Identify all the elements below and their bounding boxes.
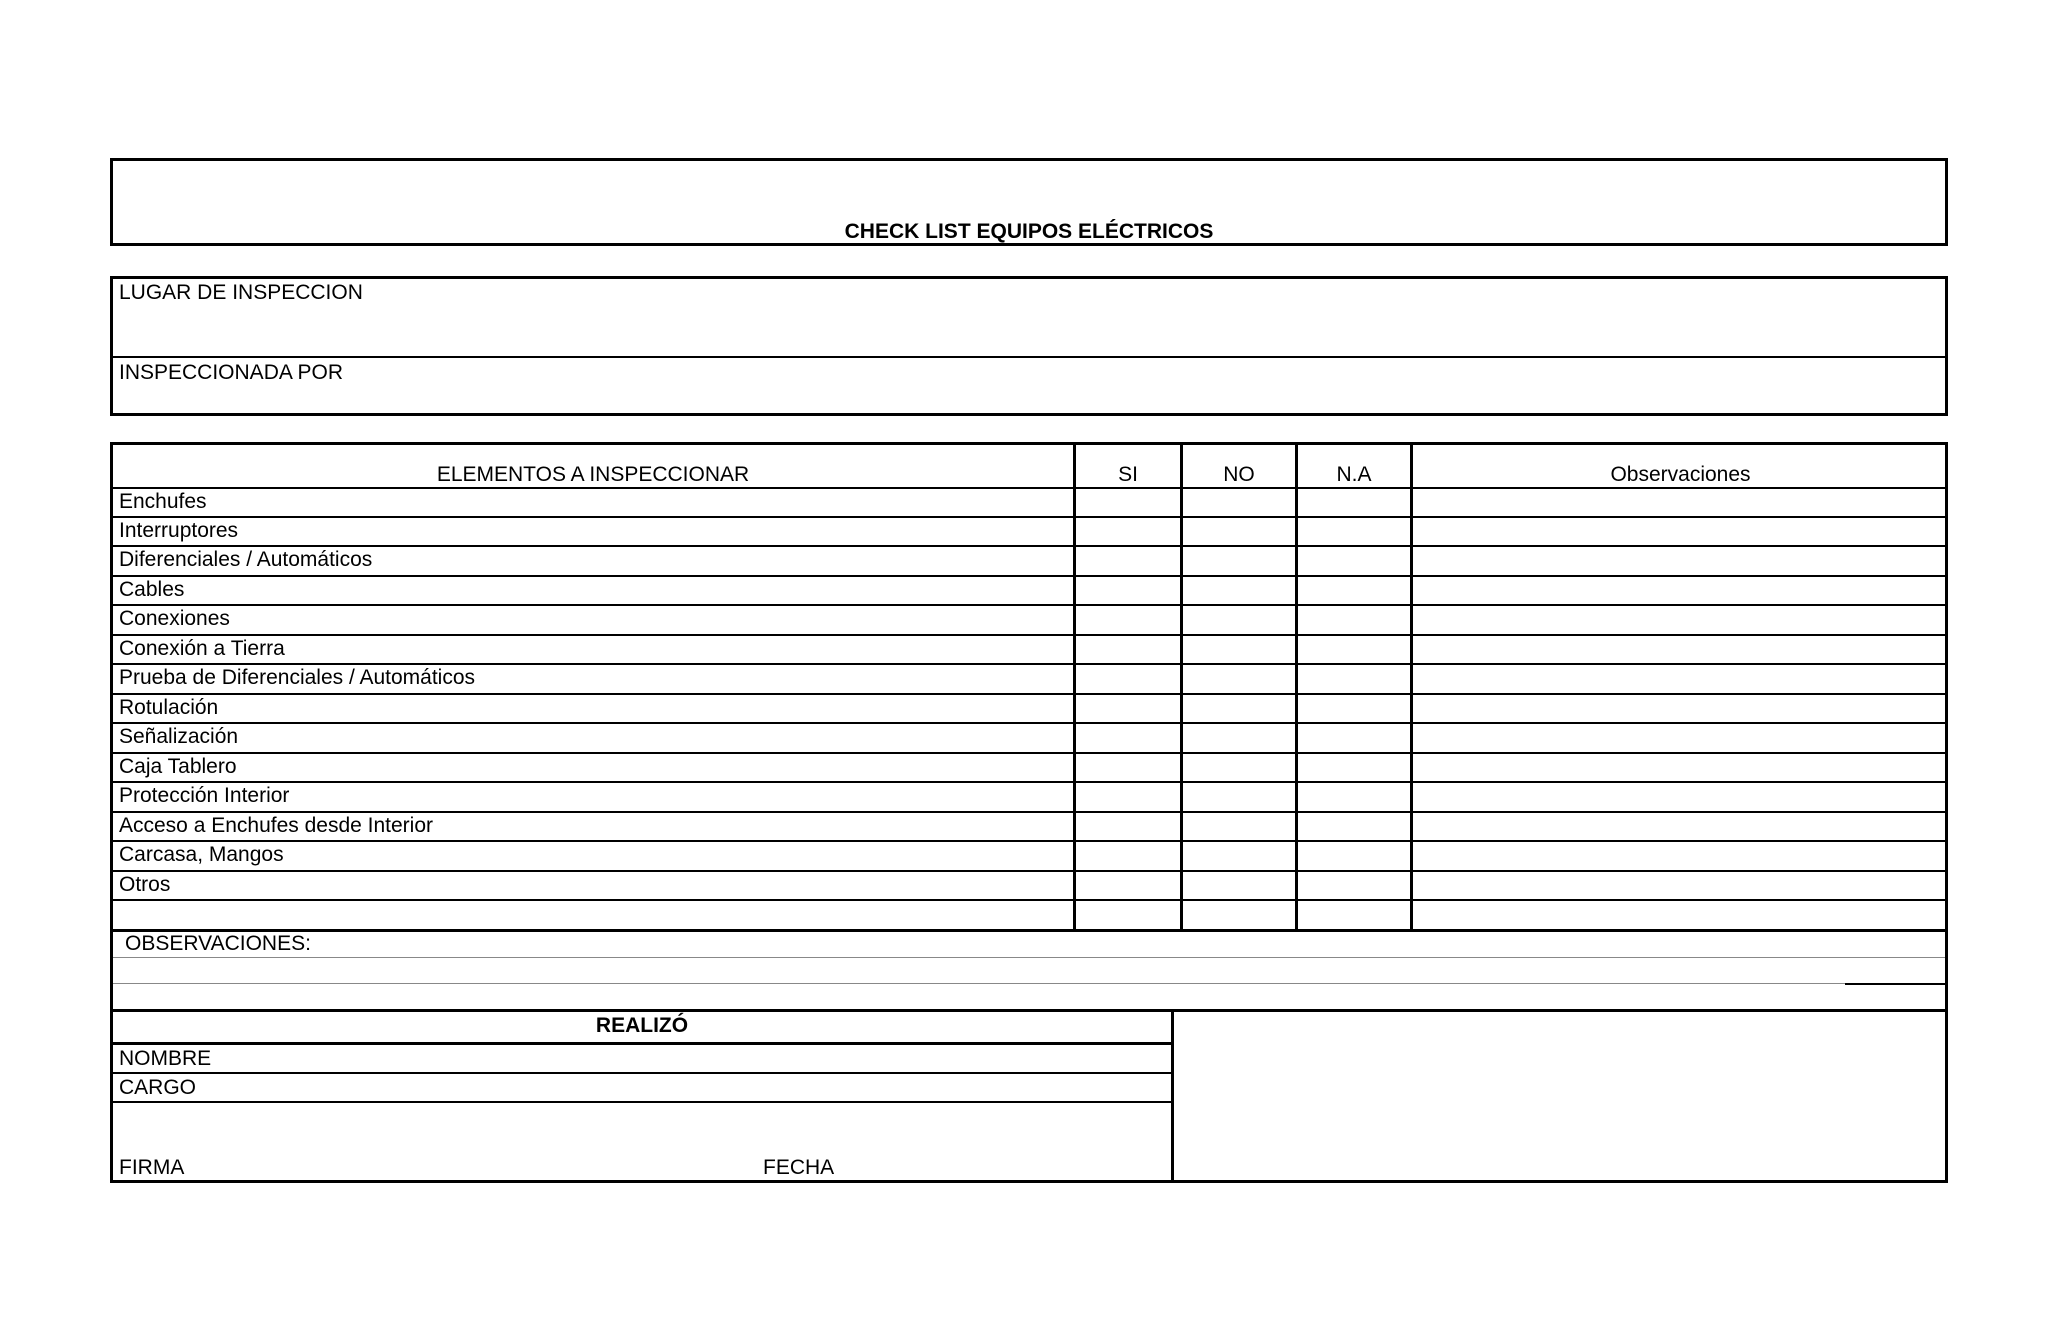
- col-divider-si: [1073, 445, 1076, 930]
- row-divider: [113, 545, 1945, 547]
- row-divider: [113, 899, 1945, 901]
- observaciones-label: OBSERVACIONES:: [125, 932, 311, 955]
- col-divider-observaciones: [1410, 445, 1413, 930]
- row-label-conexiones: Conexiones: [119, 607, 230, 630]
- cargo-divider: [113, 1101, 1171, 1103]
- inspection-info-box: [110, 276, 1948, 416]
- row-divider: [113, 840, 1945, 842]
- row-label-conexion-tierra: Conexión a Tierra: [119, 637, 285, 660]
- observaciones-bottom-divider: [113, 1009, 1945, 1012]
- col-header-observaciones: Observaciones: [1610, 463, 1751, 486]
- row-label-enchufes: Enchufes: [119, 490, 207, 513]
- nombre-divider: [113, 1072, 1171, 1074]
- col-divider-no: [1180, 445, 1183, 930]
- row-label-diferenciales: Diferenciales / Automáticos: [119, 548, 373, 571]
- row-label-carcasa-mangos: Carcasa, Mangos: [119, 843, 284, 866]
- page-title: CHECK LIST EQUIPOS ELÉCTRICOS: [844, 220, 1214, 243]
- col-header-si: SI: [1118, 463, 1138, 486]
- row-divider: [113, 811, 1945, 813]
- checklist-table: [110, 442, 1948, 1183]
- info-divider: [113, 356, 1945, 358]
- row-divider: [113, 752, 1945, 754]
- row-label-senalizacion: Señalización: [119, 725, 239, 748]
- row-divider: [113, 870, 1945, 872]
- realizo-title: REALIZÓ: [595, 1014, 689, 1037]
- row-label-otros: Otros: [119, 873, 171, 896]
- observaciones-line: [113, 957, 1945, 958]
- row-label-caja-tablero: Caja Tablero: [119, 755, 237, 778]
- realizo-title-divider: [113, 1042, 1171, 1045]
- row-divider: [113, 634, 1945, 636]
- col-divider-na: [1295, 445, 1298, 930]
- row-divider: [113, 663, 1945, 665]
- table-bottom-divider: [113, 929, 1945, 932]
- header-divider: [113, 487, 1945, 489]
- row-label-acceso-enchufes: Acceso a Enchufes desde Interior: [119, 814, 434, 837]
- row-label-interruptores: Interruptores: [119, 519, 239, 542]
- realizo-divider: [1171, 1009, 1174, 1183]
- row-divider: [113, 575, 1945, 577]
- lugar-label: LUGAR DE INSPECCION: [119, 281, 363, 304]
- row-divider: [113, 722, 1945, 724]
- col-header-elementos: ELEMENTOS A INSPECCIONAR: [436, 463, 750, 486]
- nombre-label: NOMBRE: [119, 1047, 212, 1070]
- row-label-prueba-diferenciales: Prueba de Diferenciales / Automáticos: [119, 666, 476, 689]
- fecha-label: FECHA: [763, 1156, 835, 1179]
- row-divider: [113, 516, 1945, 518]
- title-box: [110, 158, 1948, 246]
- inspeccionada-label: INSPECCIONADA POR: [119, 361, 344, 384]
- firma-label: FIRMA: [119, 1156, 185, 1179]
- observaciones-line: [113, 983, 1945, 984]
- row-label-rotulacion: Rotulación: [119, 696, 219, 719]
- row-divider: [113, 781, 1945, 783]
- row-divider: [113, 604, 1945, 606]
- cargo-label: CARGO: [119, 1076, 197, 1099]
- observaciones-line-end: [1845, 983, 1945, 985]
- row-label-cables: Cables: [119, 578, 185, 601]
- row-divider: [113, 693, 1945, 695]
- col-header-na: N.A: [1336, 463, 1372, 486]
- row-label-proteccion-interior: Protección Interior: [119, 784, 290, 807]
- col-header-no: NO: [1223, 463, 1255, 486]
